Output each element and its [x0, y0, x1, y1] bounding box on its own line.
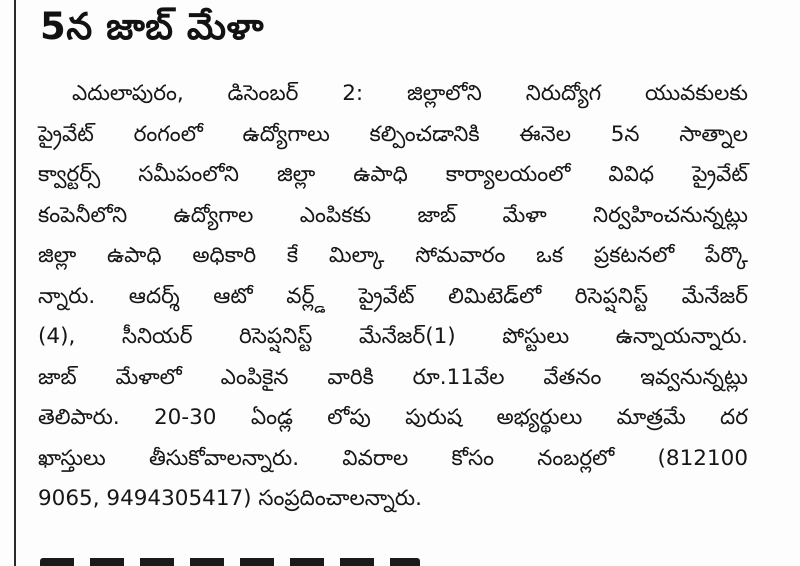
article-line: ఎదులాపురం, డిసెంబర్ 2: జిల్లాలోని నిరుద్యోగ యువకులకు: [72, 81, 748, 106]
article-line: తెలిపారు. 20-30 ఏండ్ల లోపు పురుష అభ్యర్థులు మాత్రమే దర: [38, 405, 748, 430]
article-line: కంపెనీలోని ఉద్యోగాల ఎంపికకు జాబ్ మేళా నిర్వహించనున్నట్లు: [38, 202, 748, 228]
column-divider: [14, 0, 16, 566]
article-line: ప్రైవేట్ రంగంలో ఉద్యోగాలు కల్పించడానికి ఈనెల 5న సాత్నాల: [38, 121, 748, 147]
article-body: [38, 74, 748, 520]
cropped-next-headline: [40, 552, 420, 566]
article-line: ఖాస్తులు తీసుకోవాలన్నారు. వివరాల కోసం నంబర్లలో (812100: [38, 445, 748, 471]
article-line: జిల్లా ఉపాధి అధికారి కే మిల్కా సోమవారం ఒక ప్రకటనలో పేర్కొ: [38, 243, 748, 268]
article-line: క్వార్టర్స్ సమీపంలోని జిల్లా ఉపాధి కార్యాలయంలో వివిధ ప్రైవేట్: [38, 162, 748, 187]
article-headline: 5న జాబ్ మేళా: [40, 5, 265, 48]
article-line: (4), సీనియర్ రిసెప్షనిస్ట్ మేనేజర్(1) పోస్టులు ఉన్నాయన్నారు.: [38, 324, 748, 349]
article-line: న్నారు. ఆదర్శ్ ఆటో వర్ల్డ్ ప్రైవేట్ లిమిటెడ్‌లో రిసెప్షనిస్ట్ మేనేజర్: [38, 283, 748, 309]
article-line: 9065, 9494305417) సంప్రదించాలన్నారు.: [38, 486, 422, 511]
article-line: జాబ్ మేళాలో ఎంపికైన వారికి రూ.11వేల వేతనం ఇవ్వనున్నట్లు: [38, 364, 748, 390]
cropped-headline-strokes: [40, 558, 420, 566]
